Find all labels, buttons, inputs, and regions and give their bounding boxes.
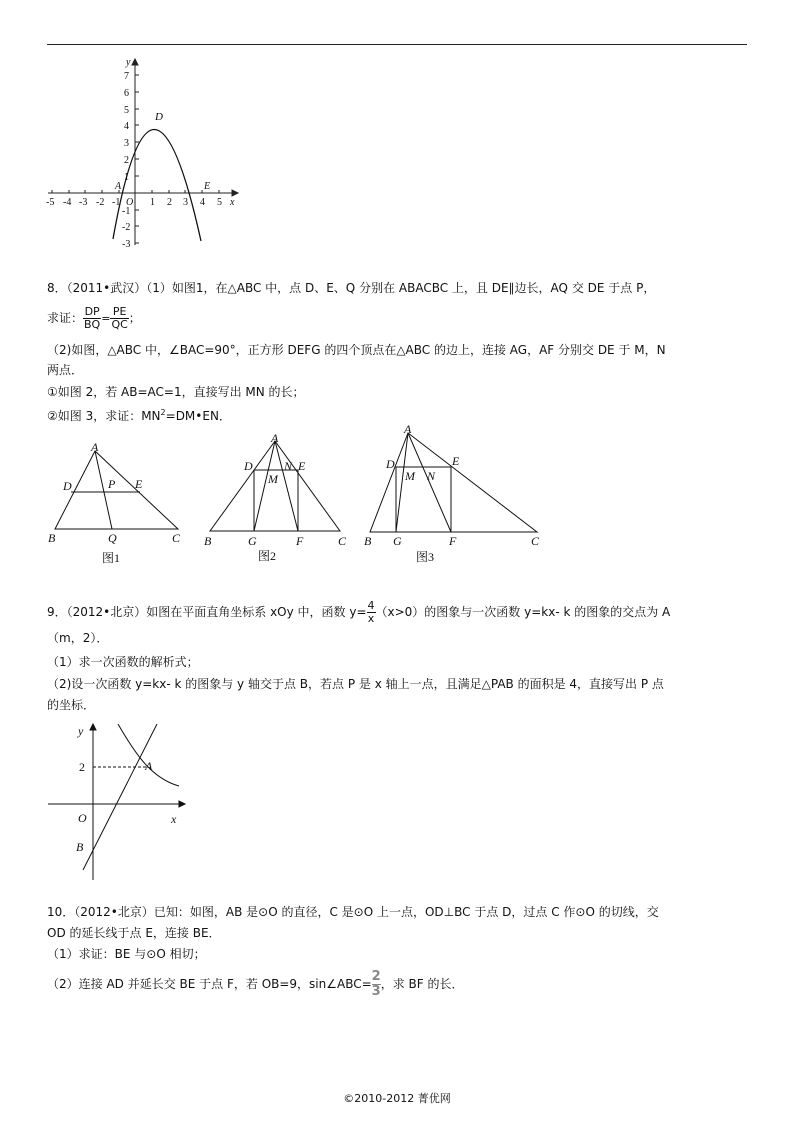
vertex-label-P: P [108, 477, 116, 491]
vertex-label-B: B [364, 534, 372, 548]
y-tick-label: -3 [122, 239, 131, 250]
vertex-label-A: A [91, 440, 99, 454]
point-label-A: A [115, 181, 122, 192]
x-tick-label: 2 [167, 197, 172, 208]
origin-label: O [126, 197, 134, 208]
header-rule [47, 44, 747, 45]
fraction-numerator: 4 [367, 599, 375, 612]
fraction-denominator: BQ [84, 318, 101, 331]
point-label-A: A [145, 759, 153, 773]
vertex-label-G: G [248, 534, 257, 548]
x-tick-label: 3 [183, 197, 188, 208]
triangle-figure-3 [360, 422, 550, 564]
triangle-figure-2 [200, 431, 360, 565]
vertex-label-B: B [48, 531, 56, 545]
vertex-label-F: F [296, 534, 304, 548]
q9-line3: （1）求一次函数的解析式； [47, 655, 199, 669]
vertex-label-E: E [135, 477, 143, 491]
fraction-denominator: x [367, 612, 375, 625]
fraction-numerator: DP [84, 305, 100, 318]
q10-line4 [47, 968, 752, 1000]
fraction-numerator: PE [110, 306, 128, 319]
figure-caption: 图1 [102, 551, 121, 565]
q9-line5: 的坐标． [47, 698, 96, 712]
q9-fraction [367, 600, 376, 625]
x-tick-label: -1 [112, 197, 121, 208]
q10-fraction [372, 970, 381, 999]
fraction-denominator: QC [111, 318, 128, 331]
y-tick-label: 5 [124, 105, 129, 116]
x-tick-label: 1 [150, 197, 155, 208]
y-tick-label: 1 [124, 172, 129, 183]
x-axis-label: x [171, 812, 177, 826]
y-tick-label: -2 [122, 222, 131, 233]
q9-line1-suffix: （x>0）的图象与一次函数 y=kx- k 的图象的交点为 A [375, 605, 671, 619]
q8-prefix: 求证： [47, 311, 84, 325]
equals-sign: = [101, 312, 111, 325]
vertex-label-N: N [427, 469, 436, 483]
q9-line1 [47, 596, 752, 628]
vertex-label-C: C [338, 534, 347, 548]
q9-line2: （m，2）． [47, 631, 109, 645]
vertex-label-E: E [298, 459, 306, 473]
y-tick-label: 4 [124, 121, 129, 132]
superscript: 2 [160, 408, 166, 417]
q10-line1: 10．（2012•北京）已知：如图，AB 是⊙O 的直径，C 是⊙O 上一点，OD⊥BC 于点 D，过点 C 作⊙O 的切线，交 [47, 905, 659, 919]
q10-line4-text: （2）连接 AD 并延长交 BE 于点 F，若 OB=9，sin∠ABC= [47, 977, 372, 991]
y-axis-label: y [78, 724, 84, 738]
function-graph [45, 720, 195, 885]
parabola-graph [40, 55, 240, 255]
q8-suffix: ； [128, 311, 141, 325]
triangle-figure-1 [45, 440, 195, 570]
q9-line1-text: 9．（2012•北京）如图在平面直角坐标系 xOy 中，函数 y= [47, 605, 367, 619]
q8-line6-suffix: =DM•EN． [165, 409, 231, 423]
x-tick-label: -4 [63, 197, 72, 208]
x-tick-label: -2 [96, 197, 105, 208]
vertex-label-A: A [271, 431, 279, 445]
q8-line6-text: ②如图 3，求证：MN [47, 409, 161, 423]
y-tick-label: 2 [124, 155, 129, 166]
q8-line6 [47, 403, 752, 426]
y-tick-label: 3 [124, 138, 129, 149]
vertex-label-C: C [172, 531, 181, 545]
q8-line5: ①如图 2，若 AB=AC=1，直接写出 MN 的长； [47, 385, 305, 399]
fraction-denominator: 3 [371, 984, 381, 999]
q8-fraction-1 [83, 306, 101, 331]
q8-line1: 8．（2011•武汉）（1）如图1，在△ABC 中，点 D、E、Q 分别在 ABACBC 上，且 DE∥边长，AQ 交 DE 于点 P， [47, 281, 656, 295]
vertex-label-F: F [449, 534, 457, 548]
q8-line4: 两点． [47, 363, 84, 377]
point-label-B: B [76, 840, 84, 854]
figure-caption: 图3 [416, 550, 435, 564]
origin-label: O [78, 811, 87, 825]
q10-line2: OD 的延长线于点 E，连接 BE． [47, 926, 221, 940]
vertex-label-A: A [404, 422, 412, 436]
vertex-label-N: N [284, 459, 293, 473]
q8-line3: （2)如图，△ABC 中，∠BAC=90°，正方形 DEFG 的四个顶点在△ABC 的边上，连接 AG，AF 分别交 DE 于 M，N [47, 343, 666, 357]
x-tick-label: -5 [46, 197, 55, 208]
x-axis-label: x [230, 197, 235, 208]
y-tick-label: 7 [124, 71, 129, 82]
vertex-label-C: C [531, 534, 540, 548]
fraction-numerator: 2 [371, 969, 381, 984]
y-tick-2: 2 [79, 760, 85, 774]
point-label-E: E [204, 181, 211, 192]
vertex-label-M: M [268, 472, 278, 486]
q8-fraction-2 [110, 306, 128, 331]
vertex-label-B: B [204, 534, 212, 548]
q10-line3: （1）求证：BE 与⊙O 相切； [47, 947, 206, 961]
vertex-label-D: D [386, 457, 395, 471]
q9-line4: （2)设一次函数 y=kx- k 的图象与 y 轴交于点 B，若点 P 是 x 轴上一点，且满足△PAB 的面积是 4，直接写出 P 点 [47, 677, 664, 691]
figure-caption: 图2 [258, 549, 277, 563]
vertex-label-G: G [393, 534, 402, 548]
q10-line4-suffix: ，求 BF 的长． [380, 977, 464, 991]
x-tick-label: 5 [217, 197, 222, 208]
y-tick-label: -1 [122, 206, 131, 217]
x-tick-label: -3 [79, 197, 88, 208]
page-footer: ©2010-2012 菁优网 [343, 1092, 451, 1105]
point-label-D: D [155, 111, 163, 123]
y-tick-label: 6 [124, 88, 129, 99]
y-axis-label: y [126, 57, 131, 68]
vertex-label-Q: Q [108, 531, 117, 545]
q8-line2 [47, 300, 752, 336]
x-tick-label: 4 [200, 197, 205, 208]
vertex-label-M: M [405, 469, 415, 483]
vertex-label-D: D [63, 479, 72, 493]
vertex-label-D: D [244, 459, 253, 473]
vertex-label-E: E [452, 454, 460, 468]
